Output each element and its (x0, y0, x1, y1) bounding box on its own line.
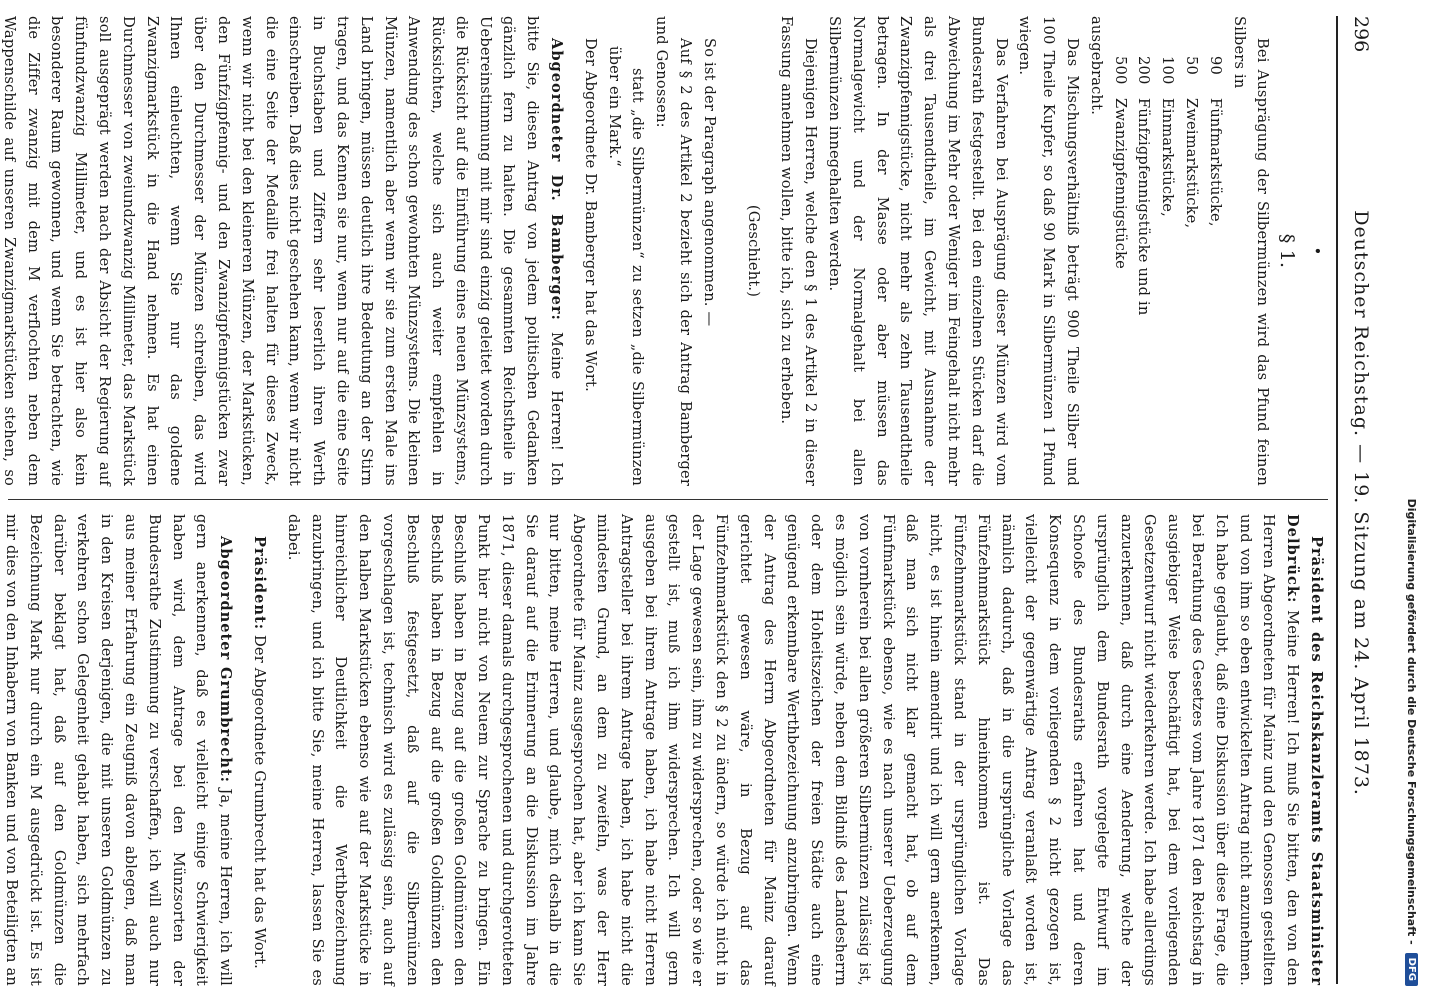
paragraph: So ist der Paragraph angenommen. — (700, 38, 718, 327)
page-header-title: Deutscher Reichstag. — 19. Sitzung am 24. April 1873. (1350, 210, 1372, 796)
page-number: 296 (1350, 16, 1372, 53)
left-column (0, 16, 1328, 487)
speaker-name: Abgeordneter Grumbrecht: (217, 536, 235, 783)
list-item: 200Fünfzigpfennigstücke und in (1135, 56, 1153, 316)
intro-text: Bei Ausprägung der Silbermünzen wird das Pfund feinen Silbers in (1230, 16, 1272, 486)
paragraph: Der Abgeordnete Dr. Bamberger hat das Wort. (581, 38, 599, 392)
list-item: 100Einmarkstücke, (1159, 56, 1177, 217)
paragraph: Das Verfahren bei Ausprägung dieser Münzen wird vom Bundesrath festgestellt. Bei den einzelnen Stücken darf die Abweichung im Mehr oder Weniger im Feingehalt nicht mehr als drei Tausendtheile, im Gewicht, mit Ausnahme der Zwanzigpfennigstücke, nicht mehr als zehn Tausendtheile betragen. In der Masse oder aber müssen das Normalgewicht und der Normalgehalt bei allen Silbermünzen innegehalten werden. (826, 16, 1010, 486)
speaker-name: Präsident des Reichskanzleramts Staatsminister Delbrück: (1284, 514, 1325, 986)
paragraph: Das Mischungsverhältniß beträgt 900 Theile Silber und 100 Theile Kupfer, so daß 90 Mark in Silbermünzen 1 Pfund wiegen. (1016, 16, 1082, 486)
list-item: 50Zweimarkstücke, (1183, 56, 1201, 229)
applause-note: (Geschieht.) (744, 204, 762, 298)
paragraph: Diejenigen Herren, welche den § 1 des Artikel 2 in dieser Fassung annehmen wollen, bitte ich, sich zu erheben. (778, 16, 820, 486)
right-column (2, 514, 1328, 986)
credit-text: Digitalisierung gefördert durch die Deutsche Forschungsgemeinschaft - (1405, 498, 1419, 945)
coin-list (1108, 56, 1227, 486)
ornament-dot: • (1308, 246, 1325, 256)
running-head (1336, 16, 1384, 984)
list-item: 90Fünfmarkstücke, (1206, 56, 1224, 227)
column-divider (8, 499, 1328, 500)
speaker-name: Abgeordneter Dr. Bamberger: (548, 38, 566, 321)
list-end: ausgebracht. (1087, 16, 1105, 116)
speaker-name: Präsident: (250, 536, 268, 631)
speech: Abgeordneter Grumbrecht: Ja, meine Herren, ich will gern anerkennen, daß es vielleicht einige Schwierigkeit haben wird, dem Antrage bei den Münzsorten der Bundesrathe Zustimmung zu verschaffen, ich will auch nur aus meiner Erfahrung ein Zeugniß davon ablegen, daß man in den Kreisen derjenigen, die mit unseren Goldmünzen zu verkehren schon Gelegenheit gehabt haben, sich mehrfach darüber beklagt hat, daß auf den Goldmünzen die Bezeichnung Mark nur durch ein M ausgedrückt ist. Es ist mir dies von den Inhabern von Banken und von Beteiligten an (2, 514, 235, 986)
digitization-credit (1392, 0, 1432, 1000)
paragraph-heading: § 1. (1276, 233, 1299, 269)
speech: Abgeordneter Dr. Bamberger: Meine Herren! Ich bitte Sie, diesen Antrag von jedem politischen Gedanken gänzlich fern zu halten. Die gesammten Reichstheile in Uebereinstimmung mit mir sind einzig geleitet worden durch die Rücksicht auf die Einführung eines neuen Münzsystems, Rücksichten, welche sich auch weiter empfehlen in Anwendung des schon gewohnten Münzsystems. Die kleinen Münzen, namentlich aber wenn wir sie zum ersten Male ins Land bringen, müssen deutlich ihre Bedeutung an der Stirn tragen, und das Kennen sie nur, wenn nur auf die eine Seite in Buchstaben und Ziffern sehr leserlich ihren Werth einschreiben. Daß dies nicht geschehen kann, wenn wir nicht die eine Seite der Medaille frei halten für dieses Zweck, wenn wir nicht bei den kleineren Münzen, der Markstücken, den Fünfzigpfennig- und den Zwanzigpfennigstücken zwar über den Durchmesser der Münzen schreiben, das wird Ihnen einleuchten, wenn Sie nur das goldene Zwanzigmarkstück in die Hand nehmen. Es hat einen Durchmesser von zweiundzwanzig Millimeter, das Markstück soll ausgeprägt werden nach der Absicht der Regierung auf fünfundzwanzig Millimeter, und es ist hier also kein besonderer Raum gewonnen, und wenn Sie betrachten, wie die Ziffer zwanzig mit dem M verflochten neben dem Wappenschilde auf unseren Zwanzigmarkstücken stehen, so (0, 16, 566, 487)
speech: Präsident des Reichskanzleramts Staatsminister Delbrück: Meine Herren! Ich muß Sie bitten, den von den Herren Abgeordneten für Mainz und den Genossen gestellten und von ihm so eben entwickelten Antrag nicht anzunehmen. Ich habe geglaubt, daß eine Diskussion über diese Frage, die bei Berathung des Gesetzes vom Jahre 1871 den Reichstag in ausgiebiger Weise beschäftigt hat, bei dem vorliegenden Gesetzentwurf nicht wiederkehren werde. Ich habe allerdings anzuerkennen, daß durch eine Aenderung, welche der ursprünglich dem Bundesrath vorgelegte Entwurf im Schooße des Bundesraths erfahren hat und deren Konsequenz in dem vorliegenden § 2 nicht gezogen ist, vielleicht der gegenwärtige Antrag veranlaßt worden ist, nämlich dadurch, daß in die ursprüngliche Vorlage das Fünfzehnmarkstück hineinkommen ist. Das Fünfzehnmarkstück stand in der ursprünglichen Vorlage nicht, es ist hinein amendirt und ich will gern anerkennen, daß man sich nicht klar gemacht hat, ob auf dem Fünfmarkstück ebenso, wie es nach unserer Ueberzeugung von vornherein bei allen größeren Silbermünzen zulässig ist, es möglich sein würde, neben dem Bildniß des Landesherrn oder dem Hoheitszeichen der freien Städte auch eine genügend erkennbare Werthbezeichnung anzubringen. Wenn der Antrag des Herrn Abgeordneten für Mainz darauf gerichtet gewesen wäre, in Bezug auf das Fünfzehnmarkstück den § 2 zu ändern, so würde ich nicht in der Lage gewesen sein, ihm zu widersprechen, oder so wie er gestellt ist, muß ich ihm widersprechen. Ich will gern ausgeben bei ihrem Antrage haben, ich habe nicht Herren Antragsteller bei ihrem Antrage haben, ich habe nicht die mindesten Grund, an dem zu zweifeln, was der Herr Abgeordnete für Mainz ausgesprochen hat, aber ich kann Sie nur bitten, meine Herren, und glaube, mich deshalb in die Sie darauf auf die Erinnerung an die Diskussion im Jahre 1871, dieser damals durchgesprochenen und durchgerotteten Punkt hier nicht von Neuem zur Sprache zu bringen. Ein Beschluß haben in Bezug auf die großen Goldmünzen den Beschluß haben in Bezug auf die großen Goldmünzen den Beschluß festgesetzt, daß auf die Silbermünzen vorgeschlagen ist, technisch wird es zulässig sein, auch auf den halben Markstücken ebenso wie auf der Markstücke in hinreichlicher Deutlichkeit die Werthbezeichnung anzubringen, und ich bitte Sie, meine Herren, lassen Sie es dabei. (284, 514, 1325, 986)
speech: Präsident: Der Abgeordnete Grumbrecht hat das Wort. (250, 536, 268, 969)
amendment-text: statt „die Silbermünzen“ zu setzen „die Silbermünzen über ein Mark.“ (605, 46, 647, 486)
list-item: 500Zwanzigpfennigstücke (1111, 56, 1129, 270)
paragraph: Auf § 2 des Artikel 2 bezieht sich der Antrag Bamberger und Genossen: (653, 16, 695, 486)
dfg-logo: DFG (1406, 953, 1419, 986)
